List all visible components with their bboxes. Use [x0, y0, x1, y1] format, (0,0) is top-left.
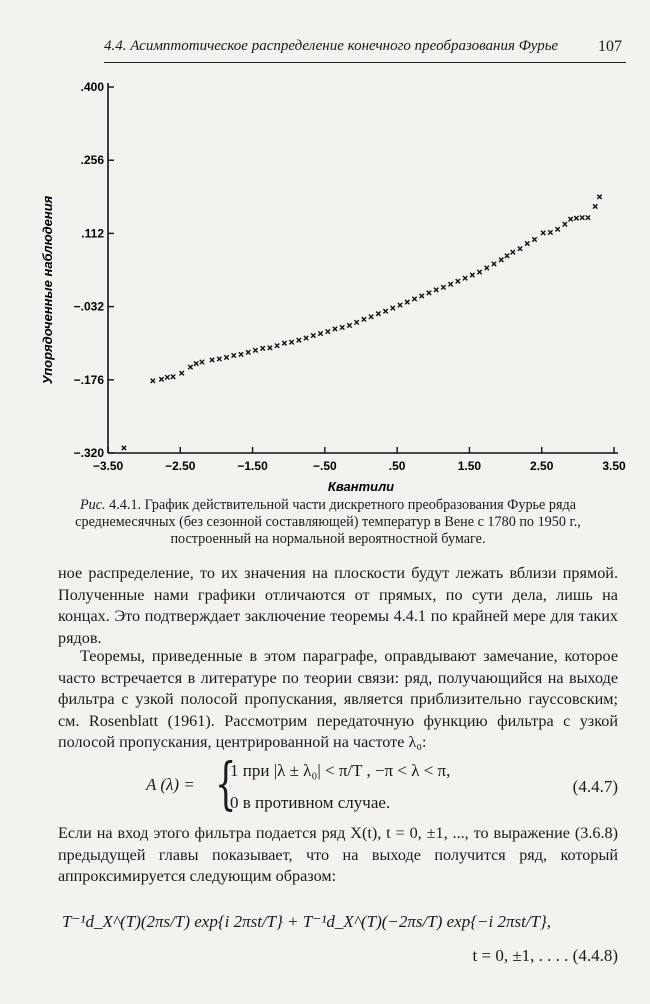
x-tick-label: −1.50: [237, 459, 268, 473]
data-point: [275, 344, 279, 348]
data-point: [369, 315, 373, 319]
data-point: [555, 227, 559, 231]
x-tick-label: .50: [388, 459, 406, 473]
x-tick-label: −.50: [313, 459, 337, 473]
data-point: [326, 329, 330, 333]
x-tick-label: 2.50: [530, 459, 554, 473]
data-point: [434, 288, 438, 292]
eq448-line2: t = 0, ±1, . . . .: [472, 946, 569, 965]
data-point: [448, 282, 452, 286]
x-axis-label: Квантили: [327, 479, 395, 494]
data-point: [532, 237, 536, 241]
data-point: [210, 358, 214, 362]
data-point: [398, 303, 402, 307]
y-tick-label: −.320: [73, 446, 104, 460]
data-point: [427, 291, 431, 295]
data-point: [405, 300, 409, 304]
eq447-brace: {: [215, 752, 237, 817]
data-point: [597, 195, 601, 199]
data-point: [525, 241, 529, 245]
paragraph-1: [58, 563, 618, 649]
x-tick-label: −2.50: [165, 459, 196, 473]
data-point: [593, 204, 597, 208]
data-point: [548, 230, 552, 234]
data-point: [586, 215, 590, 219]
eq447-lhs: A (λ) =: [146, 775, 195, 794]
plot-axes: [40, 80, 626, 494]
paragraph-3-text: Если на вход этого фильтра подается ряд X(t), t = 0, ±1, ..., то выражение (3.6.8) предыдущей главы показывает, что на выходе получится ряд, который аппроксимируется следующим образом:: [58, 824, 618, 885]
data-point: [420, 294, 424, 298]
data-point: [383, 309, 387, 313]
data-point: [171, 375, 175, 379]
paragraph-1-text: ное распределение, то их значения на плоскости будут лежать вблизи прямой. Полученные нами графики отличаются от прямых, по сути дела, лишь на концах. Это подтверждает заключение теоремы 4.4.1 по крайней мере для таких рядов.: [58, 564, 618, 647]
data-point: [200, 360, 204, 364]
running-header: [104, 38, 626, 63]
data-point: [456, 279, 460, 283]
data-points: [122, 195, 602, 451]
data-point: [333, 327, 337, 331]
data-point: [563, 222, 567, 226]
x-tick-label: −3.50: [92, 459, 124, 473]
data-point: [151, 379, 155, 383]
caption-text: 4.4.1. График действительной части дискретного преобразования Фурье ряда среднемесячных (без сезонной составляющей) температур в Вене с 1780 по 1950 г., построенный на нормальной вероятностной бумаге.: [75, 497, 581, 547]
data-point: [217, 357, 221, 361]
figure-caption: [54, 497, 602, 548]
data-point: [541, 231, 545, 235]
equation-4-4-8: [62, 908, 618, 978]
y-tick-label: .112: [81, 226, 104, 241]
paragraph-2: [58, 646, 618, 754]
page-number: 107: [598, 38, 622, 55]
data-point: [311, 333, 315, 337]
data-point: [253, 348, 257, 352]
data-point: [122, 446, 126, 450]
y-tick-label: .256: [80, 153, 104, 168]
eq447-case2: 0 в противном случае.: [230, 793, 391, 812]
data-point: [224, 355, 228, 359]
data-point: [347, 323, 351, 327]
data-point: [246, 350, 250, 354]
paragraph-2-text: Теоремы, приведенные в этом параграфе, оправдывают замечание, которое часто встречается в литературе по теории связи: ряд, получающийся на выходе фильтра с узкой полосой пропускания, является приблизительно гауссовским; см. Rosenblatt (1961). Рассмотрим передаточную функцию фильтра с узкой полосой пропускания, центрированной на частоте λ₀:: [58, 647, 618, 751]
data-point: [232, 353, 236, 357]
data-point: [376, 312, 380, 316]
data-point: [354, 320, 358, 324]
caption-label: Рис.: [80, 497, 106, 513]
data-point: [463, 276, 467, 280]
eq447-number: (4.4.7): [572, 777, 618, 796]
data-point: [499, 258, 503, 262]
data-point: [194, 361, 198, 365]
data-point: [492, 262, 496, 266]
data-point: [441, 285, 445, 289]
data-point: [580, 215, 584, 219]
eq448-number: (4.4.8): [572, 946, 618, 965]
probability-plot: [0, 70, 650, 495]
eq448-line1: T⁻¹d_X^(T)(2πs/T) exp{i 2πst/T} + T⁻¹d_X^(T)(−2πs/T) exp{−i 2πst/T},: [62, 912, 552, 931]
data-point: [391, 306, 395, 310]
data-point: [297, 338, 301, 342]
data-point: [518, 246, 522, 250]
data-point: [485, 266, 489, 270]
x-tick-label: 3.50: [602, 459, 626, 473]
data-point: [260, 346, 264, 350]
equation-4-4-7: [58, 752, 618, 817]
data-point: [568, 217, 572, 221]
data-point: [511, 250, 515, 254]
data-point: [477, 270, 481, 274]
data-point: [470, 273, 474, 277]
x-tick-label: 1.50: [457, 459, 482, 473]
data-point: [304, 336, 308, 340]
y-tick-label: −.032: [73, 299, 104, 314]
y-tick-label: .400: [80, 80, 104, 94]
data-point: [574, 216, 578, 220]
data-point: [268, 346, 272, 350]
data-point: [505, 254, 509, 258]
data-point: [412, 297, 416, 301]
data-point: [159, 377, 163, 381]
eq448-line2-wrap: [473, 946, 618, 966]
data-point: [340, 325, 344, 329]
data-point: [165, 375, 169, 379]
data-point: [282, 341, 286, 345]
y-axis-label: Упорядоченные наблюдения: [40, 195, 55, 385]
y-tick-label: −.176: [73, 372, 104, 387]
data-point: [239, 352, 243, 356]
data-point: [362, 317, 366, 321]
data-point: [180, 371, 184, 375]
header-title: 4.4. Асимптотическое распределение конечного преобразования Фурье: [104, 38, 559, 54]
eq447-case1: 1 при |λ ± λ₀| < π/T , −π < λ < π,: [230, 761, 451, 780]
data-point: [318, 331, 322, 335]
data-point: [289, 340, 293, 344]
data-point: [188, 365, 192, 369]
paragraph-3: [58, 823, 618, 888]
